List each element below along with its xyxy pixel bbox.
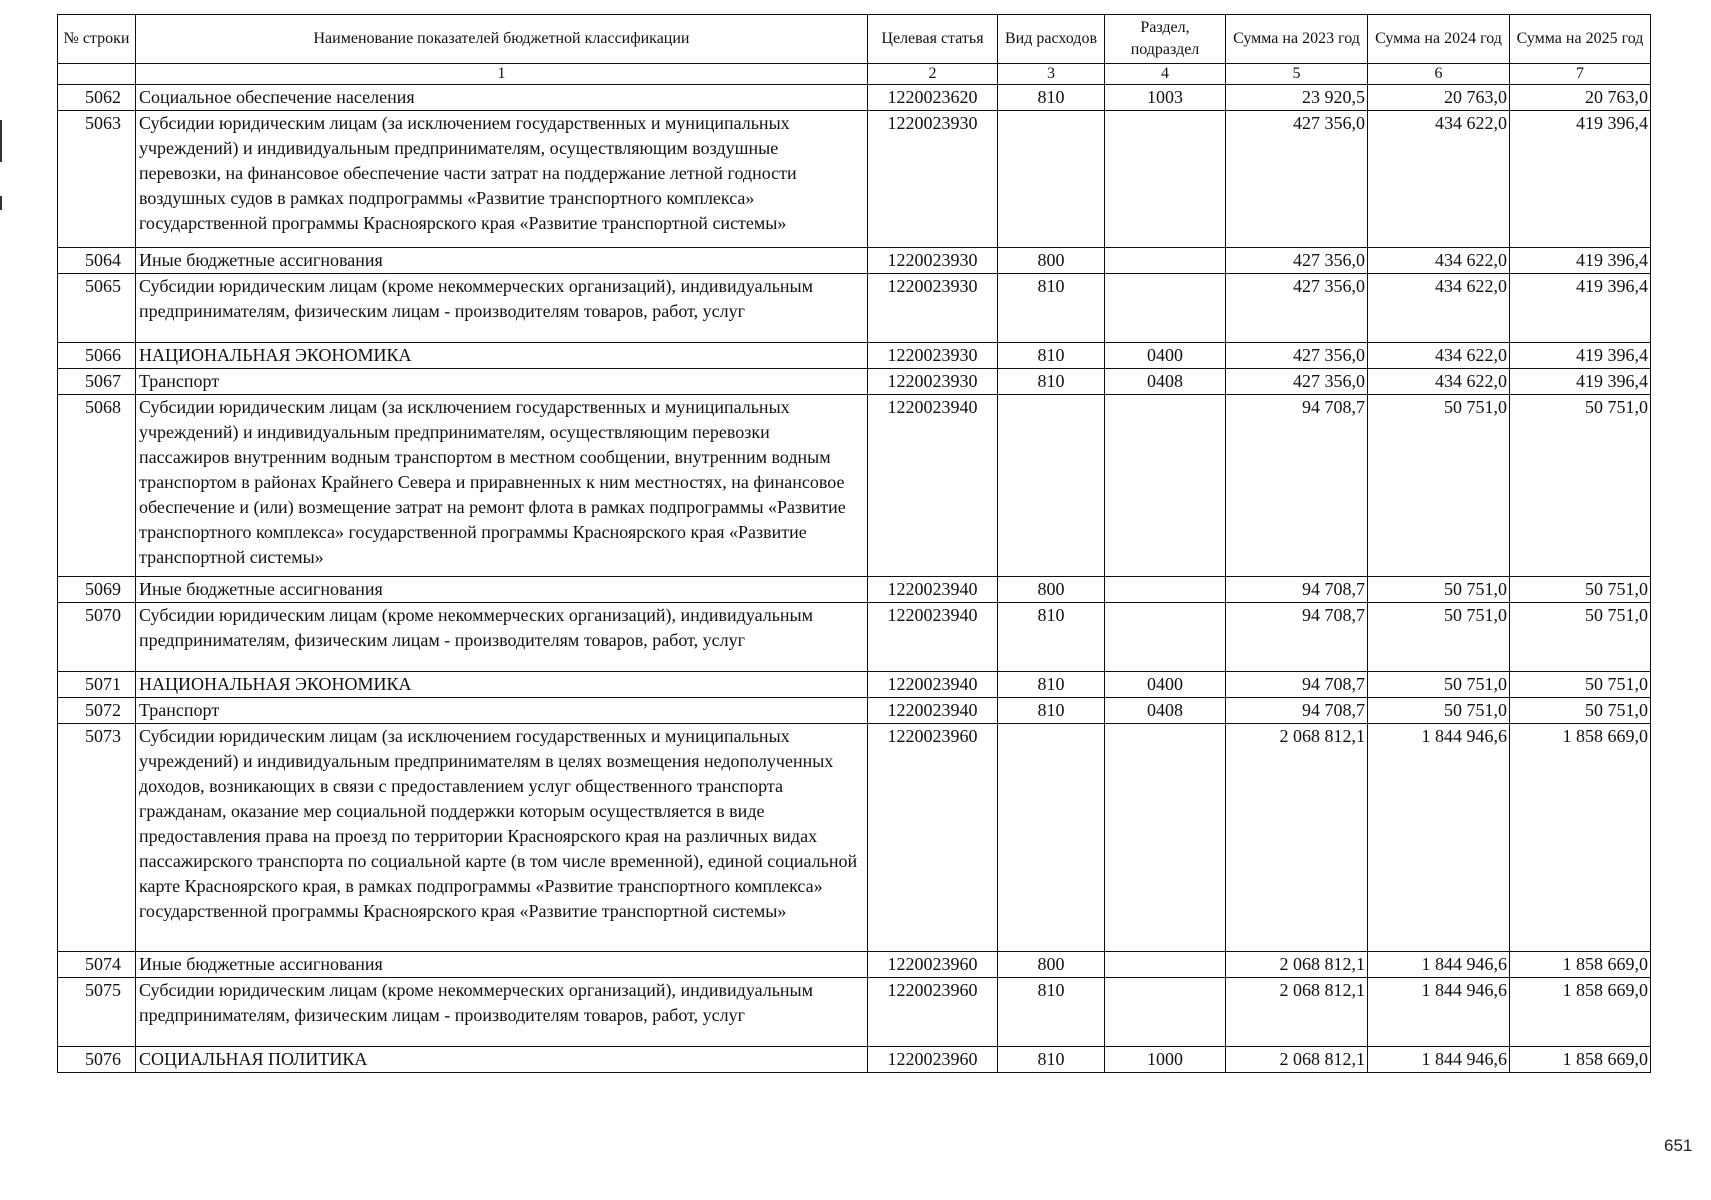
- row-sum-2024-cell: 434 622,0: [1368, 274, 1510, 343]
- row-number-cell: 5071: [58, 672, 136, 698]
- row-sum-2024-cell: 50 751,0: [1368, 672, 1510, 698]
- column-number-row: [58, 64, 1651, 85]
- table-row: [58, 603, 1651, 672]
- column-number: 7: [1510, 64, 1651, 85]
- row-section-cell: 0400: [1105, 672, 1226, 698]
- table-row: [58, 85, 1651, 111]
- row-kind-cell: 810: [998, 603, 1105, 672]
- column-number: 3: [998, 64, 1105, 85]
- row-target-cell: 1220023930: [868, 369, 998, 395]
- row-number-cell: 5068: [58, 395, 136, 577]
- table-row: [58, 577, 1651, 603]
- row-kind-cell: [998, 724, 1105, 952]
- row-number-cell: 5075: [58, 978, 136, 1047]
- row-number-cell: 5067: [58, 369, 136, 395]
- row-target-cell: 1220023930: [868, 274, 998, 343]
- row-sum-2024-cell: 50 751,0: [1368, 698, 1510, 724]
- page-number: 651: [1664, 1136, 1693, 1155]
- header-section: Раздел, подраздел: [1105, 15, 1226, 64]
- column-number: 5: [1226, 64, 1368, 85]
- row-sum-2023-cell: 94 708,7: [1226, 603, 1368, 672]
- row-sum-2023-cell: 427 356,0: [1226, 274, 1368, 343]
- row-sum-2025-cell: 419 396,4: [1510, 111, 1651, 248]
- column-number: 4: [1105, 64, 1226, 85]
- row-sum-2025-cell: 419 396,4: [1510, 369, 1651, 395]
- table-row: [58, 369, 1651, 395]
- row-target-cell: 1220023930: [868, 343, 998, 369]
- row-target-cell: 1220023940: [868, 698, 998, 724]
- row-sum-2024-cell: 1 844 946,6: [1368, 952, 1510, 978]
- row-section-cell: 0408: [1105, 369, 1226, 395]
- row-kind-cell: 810: [998, 1047, 1105, 1073]
- row-sum-2025-cell: 50 751,0: [1510, 577, 1651, 603]
- table-row: [58, 1047, 1651, 1073]
- row-section-cell: [1105, 274, 1226, 343]
- header-sum-2025: Сумма на 2025 год: [1510, 15, 1651, 64]
- row-number-cell: 5063: [58, 111, 136, 248]
- row-name-cell: НАЦИОНАЛЬНАЯ ЭКОНОМИКА: [136, 672, 868, 698]
- row-target-cell: 1220023960: [868, 1047, 998, 1073]
- budget-table: [57, 14, 1651, 1073]
- row-kind-cell: 810: [998, 698, 1105, 724]
- row-sum-2023-cell: 2 068 812,1: [1226, 952, 1368, 978]
- table-row: [58, 698, 1651, 724]
- header-row: [58, 15, 1651, 64]
- column-number: 6: [1368, 64, 1510, 85]
- row-name-cell: Транспорт: [136, 369, 868, 395]
- row-kind-cell: 800: [998, 577, 1105, 603]
- row-sum-2023-cell: 427 356,0: [1226, 369, 1368, 395]
- row-sum-2025-cell: 419 396,4: [1510, 248, 1651, 274]
- row-sum-2025-cell: 20 763,0: [1510, 85, 1651, 111]
- row-sum-2023-cell: 94 708,7: [1226, 672, 1368, 698]
- row-target-cell: 1220023940: [868, 603, 998, 672]
- row-sum-2024-cell: 434 622,0: [1368, 111, 1510, 248]
- row-sum-2023-cell: 427 356,0: [1226, 111, 1368, 248]
- row-target-cell: 1220023940: [868, 577, 998, 603]
- row-section-cell: [1105, 111, 1226, 248]
- row-target-cell: 1220023960: [868, 952, 998, 978]
- row-sum-2024-cell: 1 844 946,6: [1368, 1047, 1510, 1073]
- table-body: [58, 85, 1651, 1073]
- row-name-cell: Субсидии юридическим лицам (кроме некоммерческих организаций), индивидуальным предпринимателям, физическим лицам - производителям товаров, работ, услуг: [136, 603, 868, 672]
- row-sum-2024-cell: 50 751,0: [1368, 603, 1510, 672]
- row-section-cell: [1105, 724, 1226, 952]
- row-sum-2025-cell: 419 396,4: [1510, 343, 1651, 369]
- row-kind-cell: 810: [998, 369, 1105, 395]
- table-row: [58, 395, 1651, 577]
- row-target-cell: 1220023960: [868, 724, 998, 952]
- row-name-cell: НАЦИОНАЛЬНАЯ ЭКОНОМИКА: [136, 343, 868, 369]
- row-number-cell: 5062: [58, 85, 136, 111]
- row-sum-2023-cell: 94 708,7: [1226, 577, 1368, 603]
- row-number-cell: 5073: [58, 724, 136, 952]
- row-section-cell: [1105, 577, 1226, 603]
- row-name-cell: Субсидии юридическим лицам (за исключением государственных и муниципальных учреждений) и индивидуальным предпринимателям в целях возмещения недополученных доходов, возникающих в связи с предоставлением услуг общественного транспорта гражданам, оказание мер социальной поддержки которым осуществляется в виде предоставления права на проезд по территории Красноярского края на различных видах пассажирского транспорта по социальной карте (в том числе временной), единой социальной карте Красноярского края, в рамках подпрограммы «Развитие транспортного комплекса» государственной программы Красноярского края «Развитие транспортной системы»: [136, 724, 868, 952]
- header-name: Наименование показателей бюджетной классификации: [136, 15, 868, 64]
- row-name-cell: СОЦИАЛЬНАЯ ПОЛИТИКА: [136, 1047, 868, 1073]
- row-sum-2024-cell: 434 622,0: [1368, 369, 1510, 395]
- row-number-cell: 5070: [58, 603, 136, 672]
- row-sum-2024-cell: 50 751,0: [1368, 395, 1510, 577]
- row-kind-cell: 810: [998, 274, 1105, 343]
- row-sum-2025-cell: 50 751,0: [1510, 395, 1651, 577]
- header-sum-2024: Сумма на 2024 год: [1368, 15, 1510, 64]
- row-section-cell: 0400: [1105, 343, 1226, 369]
- table-row: [58, 274, 1651, 343]
- table-row: [58, 978, 1651, 1047]
- column-number: 2: [868, 64, 998, 85]
- row-target-cell: 1220023930: [868, 248, 998, 274]
- row-number-cell: 5072: [58, 698, 136, 724]
- column-number: 1: [136, 64, 868, 85]
- row-section-cell: [1105, 395, 1226, 577]
- row-target-cell: 1220023940: [868, 395, 998, 577]
- row-number-cell: 5065: [58, 274, 136, 343]
- row-sum-2025-cell: 1 858 669,0: [1510, 978, 1651, 1047]
- row-number-cell: 5064: [58, 248, 136, 274]
- row-number-cell: 5066: [58, 343, 136, 369]
- row-number-cell: 5076: [58, 1047, 136, 1073]
- row-sum-2023-cell: 2 068 812,1: [1226, 978, 1368, 1047]
- row-name-cell: Иные бюджетные ассигнования: [136, 952, 868, 978]
- row-sum-2023-cell: 94 708,7: [1226, 698, 1368, 724]
- row-sum-2025-cell: 419 396,4: [1510, 274, 1651, 343]
- row-sum-2023-cell: 2 068 812,1: [1226, 724, 1368, 952]
- row-sum-2025-cell: 1 858 669,0: [1510, 724, 1651, 952]
- row-sum-2025-cell: 1 858 669,0: [1510, 1047, 1651, 1073]
- row-sum-2023-cell: 23 920,5: [1226, 85, 1368, 111]
- header-kind: Вид расходов: [998, 15, 1105, 64]
- row-section-cell: [1105, 603, 1226, 672]
- row-section-cell: [1105, 978, 1226, 1047]
- row-sum-2025-cell: 50 751,0: [1510, 603, 1651, 672]
- row-name-cell: Субсидии юридическим лицам (за исключением государственных и муниципальных учреждений) и индивидуальным предпринимателям, осуществляющим перевозки пассажиров внутренним водным транспортом в местном сообщении, внутренним водным транспортом в районах Крайнего Севера и приравненных к ним местностях, на финансовое обеспечение и (или) возмещение затрат на ремонт флота в рамках подпрограммы «Развитие транспортного комплекса» государственной программы Красноярского края «Развитие транспортной системы»: [136, 395, 868, 577]
- row-sum-2023-cell: 427 356,0: [1226, 248, 1368, 274]
- row-sum-2024-cell: 50 751,0: [1368, 577, 1510, 603]
- row-sum-2024-cell: 434 622,0: [1368, 343, 1510, 369]
- row-sum-2023-cell: 427 356,0: [1226, 343, 1368, 369]
- table-row: [58, 672, 1651, 698]
- row-kind-cell: 810: [998, 978, 1105, 1047]
- row-kind-cell: 810: [998, 672, 1105, 698]
- row-number-cell: 5069: [58, 577, 136, 603]
- row-name-cell: Субсидии юридическим лицам (кроме некоммерческих организаций), индивидуальным предпринимателям, физическим лицам - производителям товаров, работ, услуг: [136, 274, 868, 343]
- scan-mark-bottom: [0, 196, 2, 210]
- row-section-cell: [1105, 248, 1226, 274]
- scan-mark-top: [0, 120, 2, 162]
- row-target-cell: 1220023620: [868, 85, 998, 111]
- row-number-cell: 5074: [58, 952, 136, 978]
- row-kind-cell: 810: [998, 343, 1105, 369]
- row-section-cell: 1000: [1105, 1047, 1226, 1073]
- row-name-cell: Субсидии юридическим лицам (за исключением государственных и муниципальных учреждений) и индивидуальным предпринимателям, осуществляющим воздушные перевозки, на финансовое обеспечение части затрат на поддержание летной годности воздушных судов в рамках подпрограммы «Развитие транспортного комплекса» государственной программы Красноярского края «Развитие транспортной системы»: [136, 111, 868, 248]
- row-sum-2025-cell: 1 858 669,0: [1510, 952, 1651, 978]
- table-row: [58, 248, 1651, 274]
- row-section-cell: [1105, 952, 1226, 978]
- column-number: [58, 64, 136, 85]
- row-target-cell: 1220023940: [868, 672, 998, 698]
- table-row: [58, 343, 1651, 369]
- row-sum-2024-cell: 1 844 946,6: [1368, 724, 1510, 952]
- row-kind-cell: 800: [998, 952, 1105, 978]
- row-target-cell: 1220023960: [868, 978, 998, 1047]
- row-sum-2023-cell: 2 068 812,1: [1226, 1047, 1368, 1073]
- header-row-no: № строки: [58, 15, 136, 64]
- row-kind-cell: 810: [998, 85, 1105, 111]
- row-sum-2025-cell: 50 751,0: [1510, 672, 1651, 698]
- row-kind-cell: [998, 395, 1105, 577]
- row-section-cell: 1003: [1105, 85, 1226, 111]
- row-target-cell: 1220023930: [868, 111, 998, 248]
- row-name-cell: Социальное обеспечение населения: [136, 85, 868, 111]
- row-sum-2024-cell: 20 763,0: [1368, 85, 1510, 111]
- row-name-cell: Иные бюджетные ассигнования: [136, 577, 868, 603]
- row-name-cell: Иные бюджетные ассигнования: [136, 248, 868, 274]
- row-name-cell: Субсидии юридическим лицам (кроме некоммерческих организаций), индивидуальным предпринимателям, физическим лицам - производителям товаров, работ, услуг: [136, 978, 868, 1047]
- table-row: [58, 724, 1651, 952]
- row-sum-2024-cell: 1 844 946,6: [1368, 978, 1510, 1047]
- row-kind-cell: 800: [998, 248, 1105, 274]
- row-kind-cell: [998, 111, 1105, 248]
- table-row: [58, 952, 1651, 978]
- row-section-cell: 0408: [1105, 698, 1226, 724]
- header-target: Целевая статья: [868, 15, 998, 64]
- row-name-cell: Транспорт: [136, 698, 868, 724]
- row-sum-2025-cell: 50 751,0: [1510, 698, 1651, 724]
- row-sum-2024-cell: 434 622,0: [1368, 248, 1510, 274]
- table-row: [58, 111, 1651, 248]
- row-sum-2023-cell: 94 708,7: [1226, 395, 1368, 577]
- header-sum-2023: Сумма на 2023 год: [1226, 15, 1368, 64]
